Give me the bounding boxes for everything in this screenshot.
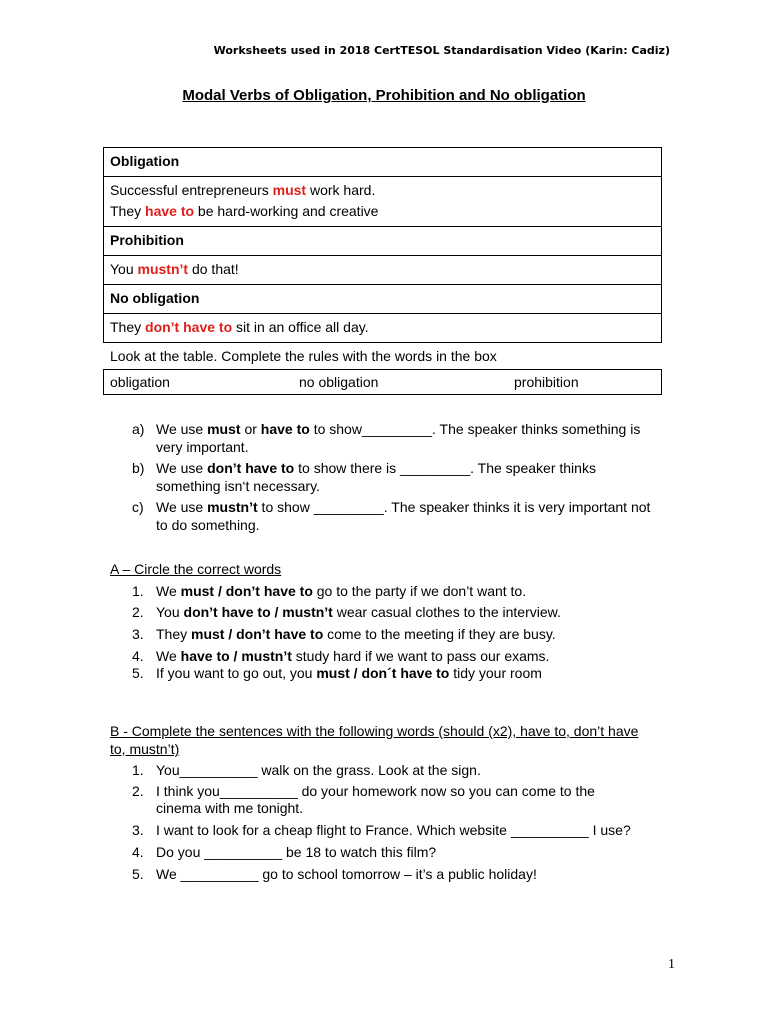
no-obligation-heading: No obligation — [104, 285, 662, 314]
list-item: 5. If you want to go out, you must / don´t have to tidy your room — [132, 665, 542, 681]
word-box-item: prohibition — [514, 374, 579, 390]
list-item: 2. I think you__________ do your homework now so you can come to the cinema with me tonight. — [132, 783, 595, 816]
word-box-item: obligation — [110, 374, 170, 390]
list-item: 4. Do you __________ be 18 to watch this film? — [132, 844, 437, 860]
list-item: 5. We __________ go to school tomorrow – it’s a public holiday! — [132, 866, 537, 882]
list-item: 2. You don’t have to / mustn’t wear casual clothes to the interview. — [132, 604, 561, 620]
page-title: Modal Verbs of Obligation, Prohibition and No obligation — [182, 87, 586, 104]
list-item: 4. We have to / mustn’t study hard if we want to pass our exams. — [132, 648, 550, 664]
table-row — [104, 314, 662, 343]
section-a-list — [132, 583, 672, 682]
section-b-list — [132, 762, 672, 883]
rule-item: b) We use don’t have to to show there is _________. The speaker thinks something isn‘t necessary. — [132, 460, 596, 494]
prohibition-heading: Prohibition — [104, 227, 662, 256]
obligation-examples — [104, 177, 662, 227]
prohibition-example: You mustn’t do that! — [104, 256, 662, 285]
table-row — [104, 177, 662, 227]
instruction: Look at the table. Complete the rules with the words in the box — [110, 348, 497, 364]
list-item: 1. You__________ walk on the grass. Look at the sign. — [132, 762, 481, 778]
word-box — [103, 369, 662, 395]
word-box-item: no obligation — [299, 374, 379, 390]
modal-highlight: must — [272, 182, 307, 198]
modal-highlight: don’t have to — [145, 319, 233, 335]
table-row — [104, 285, 662, 314]
list-item: 1. We must / don’t have to go to the party if we don’t want to. — [132, 583, 527, 599]
rule-item: c) We use mustn’t to show _________. The speaker thinks it is very important not to do something. — [132, 499, 651, 533]
grammar-table — [103, 147, 662, 343]
table-row — [104, 256, 662, 285]
table-row — [104, 227, 662, 256]
list-item: 3. They must / don’t have to come to the meeting if they are busy. — [132, 626, 556, 642]
section-b-heading: B - Complete the sentences with the following words (should (x2), have to, don’t have to, mustn’t) — [110, 723, 639, 757]
modal-highlight: have to — [145, 203, 195, 219]
header-note: Worksheets used in 2018 CertTESOL Standardisation Video (Karin: Cadiz) — [213, 44, 670, 57]
rules-list — [132, 420, 652, 537]
obligation-example-2: They have to be hard-working and creative — [110, 203, 379, 219]
rule-item: a) We use must or have to to show_________. The speaker thinks something is very important. — [132, 421, 641, 455]
page-number: 1 — [668, 957, 675, 972]
list-item: 3. I want to look for a cheap flight to France. Which website __________ I use? — [132, 822, 631, 838]
modal-highlight: mustn’t — [137, 261, 189, 277]
obligation-example-1: Successful entrepreneurs must work hard. — [110, 182, 376, 198]
section-a-heading: A – Circle the correct words — [110, 561, 282, 577]
table-row — [104, 148, 662, 177]
obligation-heading: Obligation — [104, 148, 662, 177]
no-obligation-example: They don’t have to sit in an office all day. — [104, 314, 662, 343]
